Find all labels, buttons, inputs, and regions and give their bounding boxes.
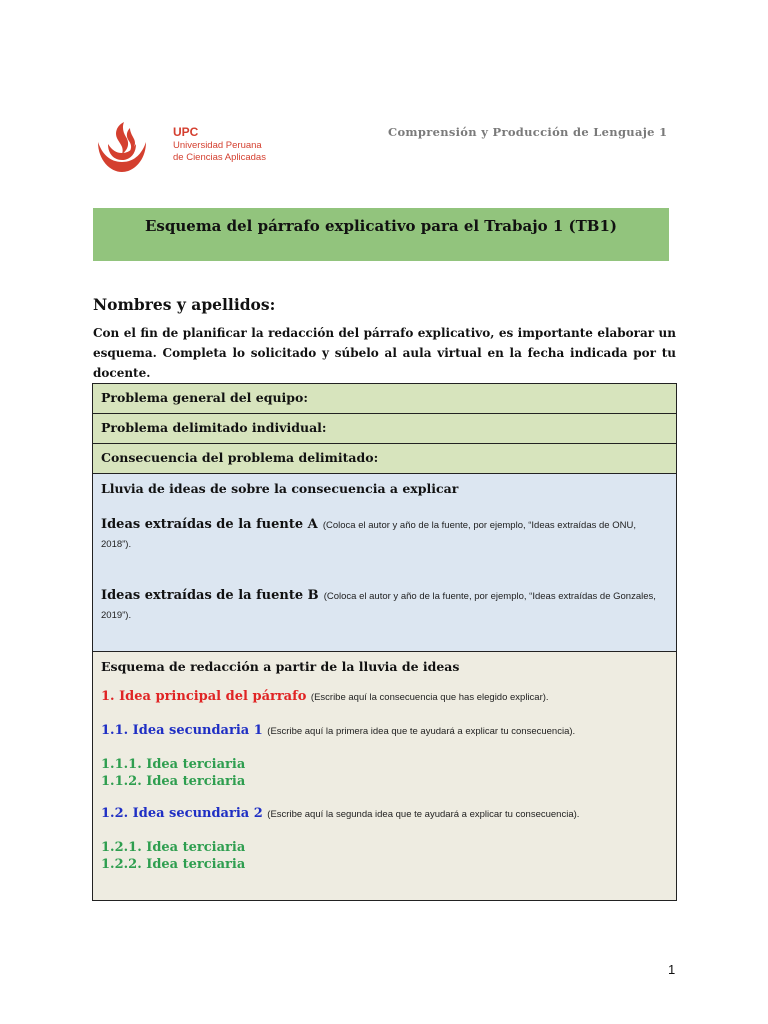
consecuencia-label: Consecuencia del problema delimitado: <box>101 450 379 465</box>
fuente-a-block <box>101 515 666 553</box>
row-problema-delimitado[interactable] <box>93 414 676 444</box>
schema-table <box>92 383 677 901</box>
logo-line-2: de Ciencias Aplicadas <box>173 152 266 163</box>
lluvia-title: Lluvia de ideas de sobre la consecuencia a explicar <box>101 481 459 496</box>
course-title: Comprensión y Producción de Lenguaje 1 <box>388 125 668 139</box>
esquema-section[interactable] <box>93 652 676 900</box>
fuente-b-label: Ideas extraídas de la fuente B <box>101 588 319 603</box>
idea-terciaria-112: 1.1.2. Idea terciaria <box>101 774 246 789</box>
idea-terciaria-121: 1.2.1. Idea terciaria <box>101 840 246 855</box>
upc-logo-text <box>173 125 266 164</box>
problema-delimitado-label: Problema delimitado individual: <box>101 420 327 435</box>
document-title: Esquema del párrafo explicativo para el Trabajo 1 (TB1) <box>145 217 617 235</box>
fuente-b-block <box>101 586 666 624</box>
intro-paragraph: Con el fin de planificar la redacción del párrafo explicativo, es importante elaborar un esquema. Completa lo solicitado y súbelo al aula virtual en la fecha indicada por tu docente. <box>93 326 676 380</box>
idea-principal-label: 1. Idea principal del párrafo <box>101 689 307 704</box>
fuente-b-note: (Coloca el autor y año de la fuente, por ejemplo, “Ideas extraídas de Gonzales, 2019”). <box>101 591 656 621</box>
idea-terciaria-111: 1.1.1. Idea terciaria <box>101 757 246 772</box>
problema-general-label: Problema general del equipo: <box>101 390 308 405</box>
idea-principal-note: (Escribe aquí la consecuencia que has elegido explicar). <box>310 692 549 703</box>
document-title-band <box>93 208 669 261</box>
fuente-a-note: (Coloca el autor y año de la fuente, por ejemplo, “Ideas extraídas de ONU, 2018”). <box>101 520 636 550</box>
row-consecuencia[interactable] <box>93 444 676 474</box>
fuente-a-label: Ideas extraídas de la fuente A <box>101 517 318 532</box>
row-problema-general[interactable] <box>93 384 676 414</box>
logo-line-1: Universidad Peruana <box>173 140 262 151</box>
page-number: 1 <box>668 962 676 977</box>
names-label: Nombres y apellidos: <box>93 295 276 314</box>
logo-brand: UPC <box>173 125 199 139</box>
idea-principal <box>101 688 666 706</box>
upc-logo-icon <box>94 118 150 174</box>
idea-secundaria-1 <box>101 722 666 740</box>
secundaria-2-note: (Escribe aquí la segunda idea que te ayudará a explicar tu consecuencia). <box>267 809 580 820</box>
lluvia-de-ideas-section[interactable] <box>93 474 676 652</box>
secundaria-2-label: 1.2. Idea secundaria 2 <box>101 806 263 821</box>
idea-secundaria-2 <box>101 805 666 823</box>
secundaria-1-label: 1.1. Idea secundaria 1 <box>101 723 263 738</box>
secundaria-1-note: (Escribe aquí la primera idea que te ayudará a explicar tu consecuencia). <box>267 726 576 737</box>
esquema-title: Esquema de redacción a partir de la lluvia de ideas <box>101 659 460 674</box>
idea-terciaria-122: 1.2.2. Idea terciaria <box>101 857 246 872</box>
